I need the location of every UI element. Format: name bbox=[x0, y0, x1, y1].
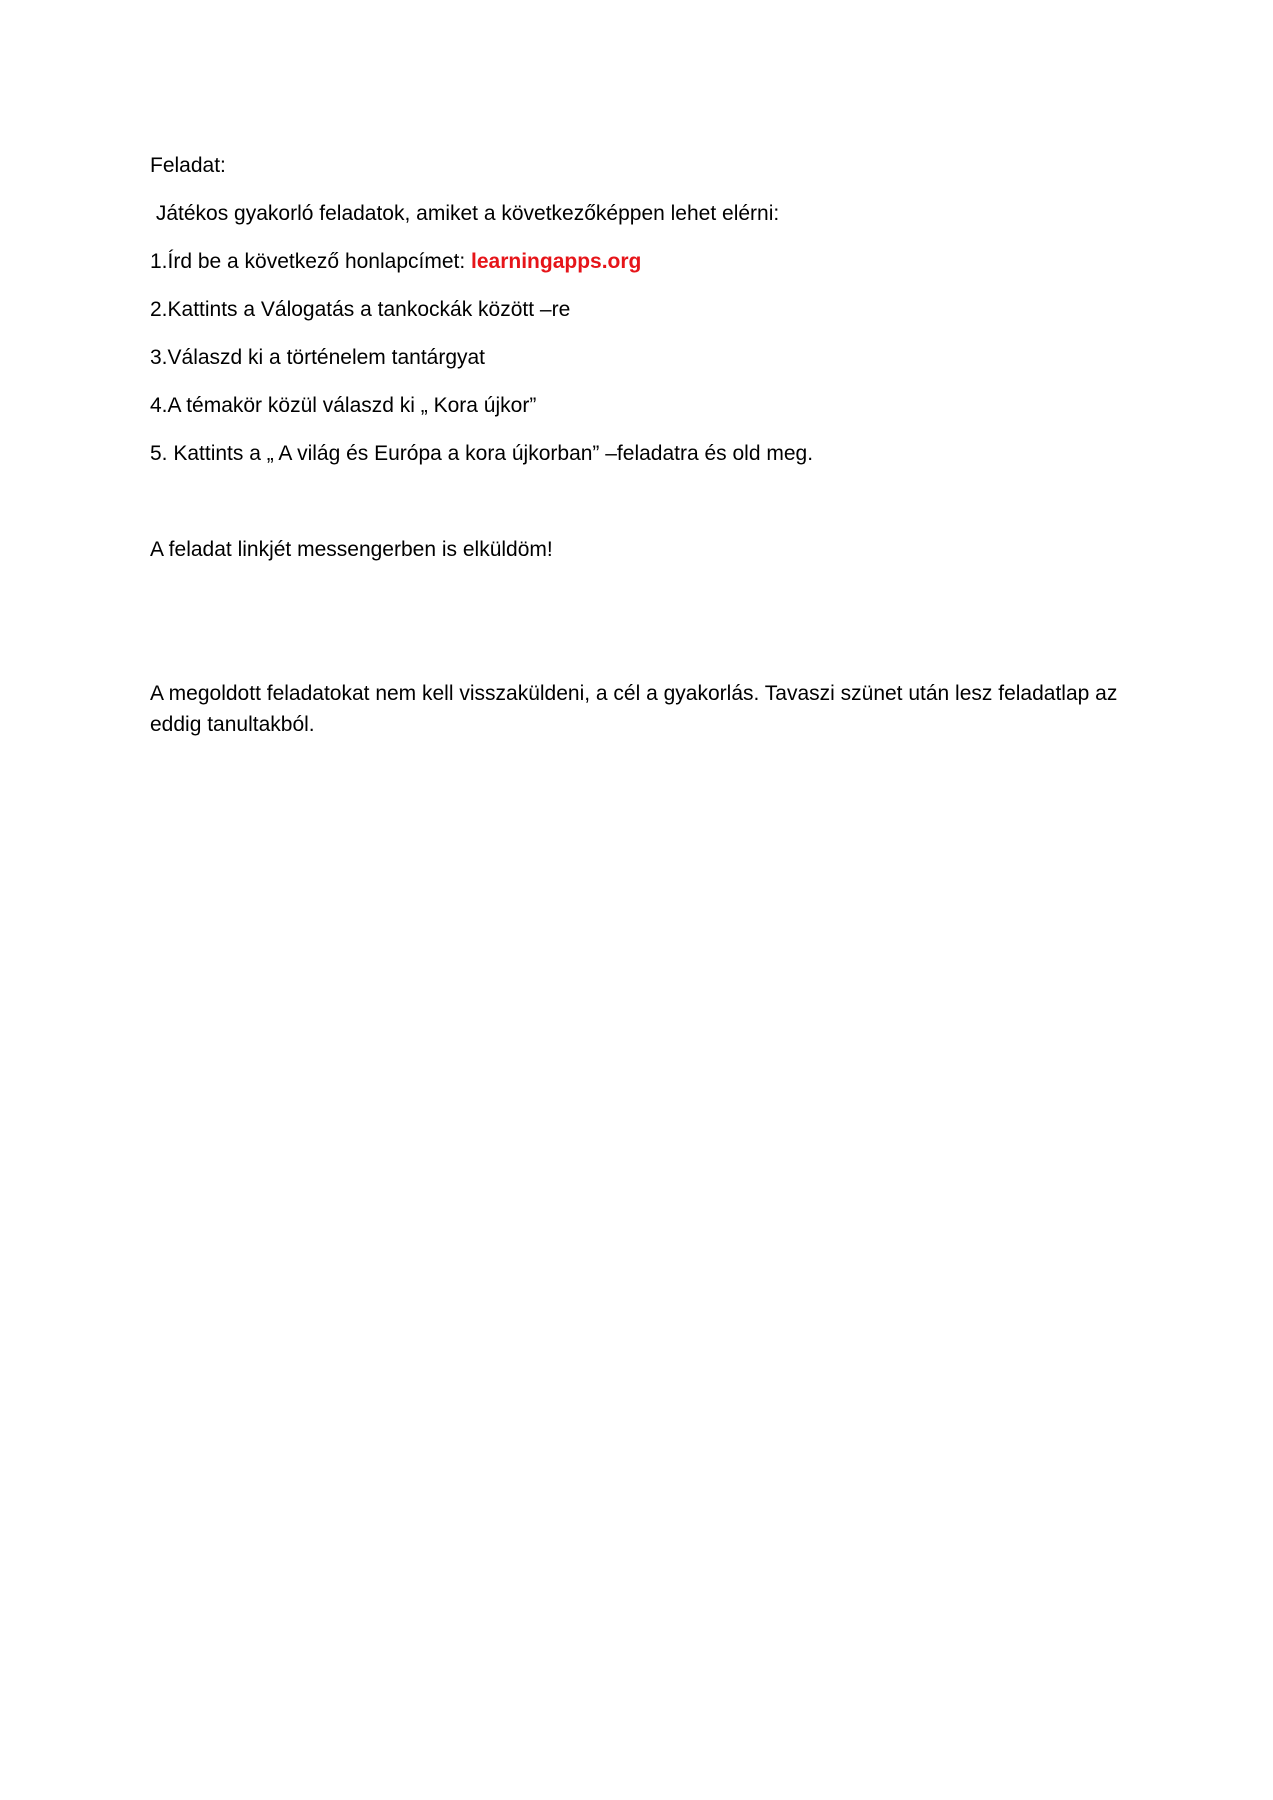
step-1-text: 1.Írd be a következő honlapcímet: bbox=[150, 250, 472, 273]
learningapps-url-text: learningapps.org bbox=[471, 250, 642, 273]
intro-line: Játékos gyakorló feladatok, amiket a következőképpen lehet elérni: bbox=[150, 202, 780, 225]
step-4-line: 4.A témakör közül válaszd ki „ Kora újkor” bbox=[150, 394, 537, 417]
closing-note-paragraph: A megoldott feladatokat nem kell visszaküldeni, a cél a gyakorlás. Tavaszi szünet után lesz feladatlap az eddig tanultakból. bbox=[150, 682, 1124, 736]
blank-line bbox=[150, 630, 1145, 661]
messenger-note-line: A feladat linkjét messengerben is elküldöm! bbox=[150, 538, 553, 561]
step-1-line bbox=[150, 246, 1145, 277]
step-2-line: 2.Kattints a Válogatás a tankockák között –re bbox=[150, 298, 571, 321]
step-5-line: 5. Kattints a „ A világ és Európa a kora újkorban” –feladatra és old meg. bbox=[150, 442, 814, 465]
blank-line bbox=[150, 486, 1145, 517]
blank-line bbox=[150, 582, 1145, 613]
heading-feladat: Feladat: bbox=[150, 154, 226, 177]
step-3-line: 3.Válaszd ki a történelem tantárgyat bbox=[150, 346, 486, 369]
